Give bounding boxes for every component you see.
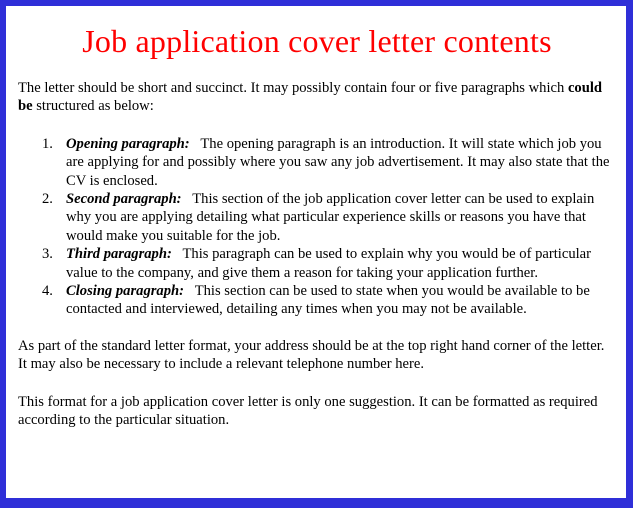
- intro-paragraph: [18, 79, 616, 116]
- list-item-text: This section can be used to state when you would be available to be contacted and interviewed, detailing any times when you may not be available.: [66, 283, 590, 318]
- list-item-number: 2.: [42, 191, 53, 208]
- list-item-lead: Third paragraph:: [66, 246, 172, 263]
- list-item: [18, 190, 616, 245]
- list-item-number: 4.: [42, 283, 53, 300]
- address-paragraph: As part of the standard letter format, your address should be at the top right hand corner of the letter. It may also be necessary to include a relevant telephone number here.: [18, 337, 605, 373]
- format-paragraph: This format for a job application cover letter is only one suggestion. It can be formatted as required according to the particular situation.: [18, 393, 598, 429]
- list-item-lead: Second paragraph:: [66, 191, 182, 208]
- intro-text-end: structured as below:: [32, 98, 154, 115]
- list-item-number: 3.: [42, 246, 53, 263]
- document-page: [6, 6, 626, 498]
- list-item-lead: Opening paragraph:: [66, 135, 190, 152]
- paragraph-list: [18, 135, 616, 319]
- list-item-text: The opening paragraph is an introduction. It will state which job you are applying for and possibly where you saw any job advertisement. It may also state that the CV is enclosed.: [66, 135, 610, 189]
- intro-bold-text: could be: [18, 80, 603, 115]
- list-item: [18, 245, 616, 282]
- list-item: [18, 282, 616, 319]
- list-item: [18, 135, 616, 190]
- page-title: Job application cover letter contents: [82, 23, 552, 59]
- intro-text-start: The letter should be short and succinct. It may possibly contain four or five paragraphs which: [18, 80, 568, 96]
- list-item-lead: Closing paragraph:: [66, 283, 184, 300]
- list-item-number: 1.: [42, 135, 53, 152]
- list-item-text: This paragraph can be used to explain why you would be of particular value to the company, and give them a reason for taking your application further.: [66, 246, 592, 281]
- list-item-text: This section of the job application cover letter can be used to explain why you are applying detailing what particular experience skills or reasons you have that would make you suitable for the job.: [66, 191, 595, 244]
